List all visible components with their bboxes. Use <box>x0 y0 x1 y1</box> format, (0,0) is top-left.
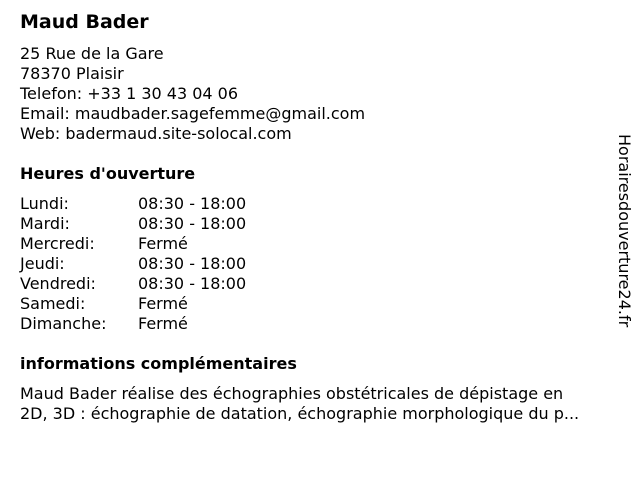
site-watermark: Horairesdouverture24.fr <box>615 134 634 328</box>
time-value: 08:30 - 18:00 <box>138 254 247 273</box>
day-label: Mardi: <box>20 214 70 233</box>
phone-line: Telefon: +33 1 30 43 04 06 <box>20 84 239 103</box>
time-value: 08:30 - 18:00 <box>138 214 247 233</box>
time-value: 08:30 - 18:00 <box>138 194 247 213</box>
info-description <box>20 384 632 424</box>
day-label: Samedi: <box>20 294 86 313</box>
time-value: Fermé <box>138 294 188 313</box>
day-label: Jeudi: <box>20 254 65 273</box>
hours-heading: Heures d'ouverture <box>20 164 196 183</box>
hours-row-sunday <box>20 314 620 334</box>
hours-row-monday <box>20 194 620 214</box>
address-city: 78370 Plaisir <box>20 64 124 83</box>
business-card <box>20 10 620 424</box>
hours-row-wednesday <box>20 234 620 254</box>
info-heading: informations complémentaires <box>20 354 297 373</box>
time-value: 08:30 - 18:00 <box>138 274 247 293</box>
day-label: Dimanche: <box>20 314 107 333</box>
contact-block <box>20 44 620 144</box>
email-line: Email: maudbader.sagefemme@gmail.com <box>20 104 366 123</box>
business-name: Maud Bader <box>20 11 149 33</box>
day-label: Vendredi: <box>20 274 96 293</box>
hours-list <box>20 194 620 334</box>
hours-row-tuesday <box>20 214 620 234</box>
day-label: Mercredi: <box>20 234 95 253</box>
hours-row-saturday <box>20 294 620 314</box>
time-value: Fermé <box>138 314 188 333</box>
day-label: Lundi: <box>20 194 69 213</box>
website-line: Web: badermaud.site-solocal.com <box>20 124 292 143</box>
address-street: 25 Rue de la Gare <box>20 44 164 63</box>
info-line-2: 2D, 3D : échographie de datation, échographie morphologique du p... <box>20 404 580 423</box>
hours-row-thursday <box>20 254 620 274</box>
hours-row-friday <box>20 274 620 294</box>
time-value: Fermé <box>138 234 188 253</box>
info-line-1: Maud Bader réalise des échographies obstétricales de dépistage en <box>20 384 564 403</box>
